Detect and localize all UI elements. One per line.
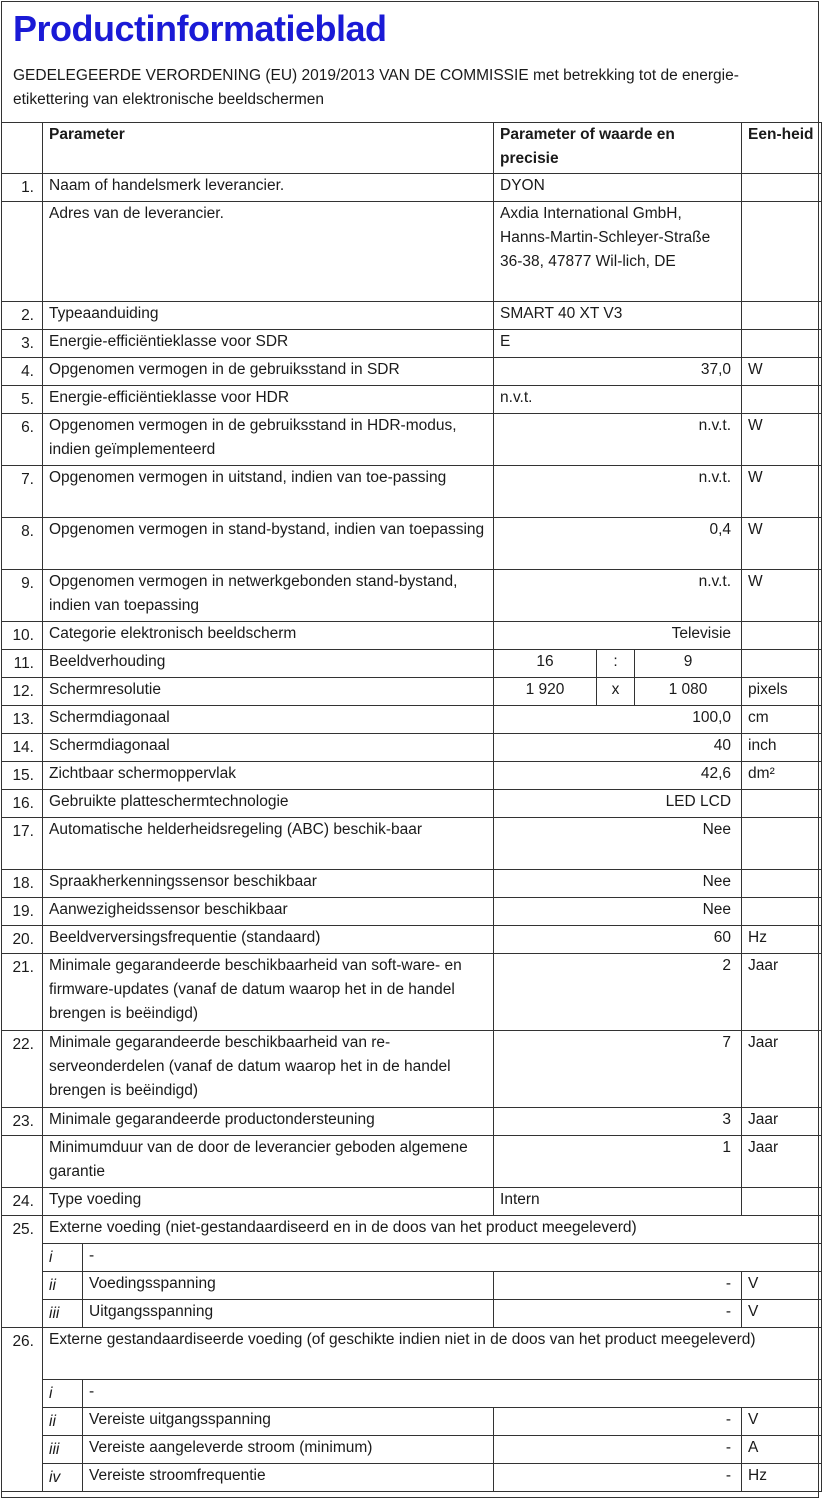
row-number: 12. <box>2 678 43 706</box>
row-label: Externe gestandaardiseerde voeding (of geschikte indien niet in de doos van het product meegeleverd) <box>43 1328 822 1380</box>
row-value: 1 <box>494 1136 742 1188</box>
row-unit <box>742 202 822 302</box>
table-row <box>2 358 822 386</box>
row-number: 9. <box>2 570 43 622</box>
row-label: Externe voeding (niet-gestandaardiseerd en in de doos van het product meegeleverd) <box>43 1216 822 1244</box>
row-number: 4. <box>2 358 43 386</box>
aspect-ratio-width: 16 <box>494 650 597 678</box>
row-unit: Jaar <box>742 1108 822 1136</box>
sub-row-label: - <box>83 1244 822 1272</box>
row-label: Opgenomen vermogen in de gebruiksstand in HDR-modus, indien geïmplementeerd <box>43 414 494 466</box>
row-unit <box>742 302 822 330</box>
table-row <box>2 1031 822 1108</box>
regulation-subtitle: GEDELEGEERDE VERORDENING (EU) 2019/2013 VAN DE COMMISSIE met betrekking tot de energie-etikettering van elektronische beeldschermen <box>13 67 739 108</box>
table-row <box>2 898 822 926</box>
row-unit: dm² <box>742 762 822 790</box>
sub-row-label: Vereiste uitgangsspanning <box>83 1408 494 1436</box>
row-label: Energie-efficiëntieklasse voor SDR <box>43 330 494 358</box>
table-row <box>2 926 822 954</box>
row-value: E <box>494 330 742 358</box>
sub-row-value: - <box>494 1408 742 1436</box>
row-unit: inch <box>742 734 822 762</box>
row-value: Axdia International GmbH, Hanns-Martin-Schleyer-Straße 36-38, 47877 Wil-lich, DE <box>494 202 742 302</box>
row-value: n.v.t. <box>494 466 742 518</box>
row-number: 23. <box>2 1108 43 1136</box>
page-title: Productinformatieblad <box>13 8 387 49</box>
row-label: Categorie elektronisch beeldscherm <box>43 622 494 650</box>
resolution-separator: x <box>597 678 635 706</box>
row-value: Televisie <box>494 622 742 650</box>
row-number <box>2 1136 43 1188</box>
header-parameter: Parameter <box>43 123 494 174</box>
row-label: Gebruikte platteschermtechnologie <box>43 790 494 818</box>
sub-row-unit: V <box>742 1408 822 1436</box>
row-label: Beeldverversingsfrequentie (standaard) <box>43 926 494 954</box>
sub-row-value: - <box>494 1464 742 1492</box>
row-value: LED LCD <box>494 790 742 818</box>
sub-row-index: i <box>43 1380 83 1408</box>
row-number: 13. <box>2 706 43 734</box>
row-number: 11. <box>2 650 43 678</box>
table-row <box>2 954 822 1031</box>
row-value: 3 <box>494 1108 742 1136</box>
row-number: 15. <box>2 762 43 790</box>
row-unit: W <box>742 466 822 518</box>
product-info-table <box>1 122 822 1492</box>
header-value: Parameter of waarde en precisie <box>494 123 742 174</box>
table-header-row <box>2 123 822 174</box>
sub-row <box>2 1464 822 1492</box>
sub-row-index: iii <box>43 1436 83 1464</box>
row-unit: W <box>742 570 822 622</box>
sub-row-index: iii <box>43 1300 83 1328</box>
table-row <box>2 622 822 650</box>
table-row <box>2 202 822 302</box>
row-number: 17. <box>2 818 43 870</box>
sub-row-label: Uitgangsspanning <box>83 1300 494 1328</box>
table-row <box>2 790 822 818</box>
table-row <box>2 1108 822 1136</box>
row-unit: W <box>742 358 822 386</box>
row-label: Adres van de leverancier. <box>43 202 494 302</box>
row-label: Schermdiagonaal <box>43 706 494 734</box>
row-number: 3. <box>2 330 43 358</box>
sub-row-index: i <box>43 1244 83 1272</box>
sub-row-value: - <box>494 1272 742 1300</box>
row-number: 7. <box>2 466 43 518</box>
row-unit <box>742 1188 822 1216</box>
row-number: 16. <box>2 790 43 818</box>
row-label: Minimale gegarandeerde beschikbaarheid van re-serveonderdelen (vanaf de datum waarop het in de handel brengen is beëindigd) <box>43 1031 494 1108</box>
row-label: Spraakherkenningssensor beschikbaar <box>43 870 494 898</box>
table-row <box>2 174 822 202</box>
row-unit: W <box>742 414 822 466</box>
sub-row-value: - <box>494 1300 742 1328</box>
table-row <box>2 734 822 762</box>
row-label: Opgenomen vermogen in uitstand, indien van toe-passing <box>43 466 494 518</box>
sub-row-label: Voedingsspanning <box>83 1272 494 1300</box>
row-unit <box>742 174 822 202</box>
row-number: 14. <box>2 734 43 762</box>
row-number: 25. <box>2 1216 43 1328</box>
sub-row <box>2 1244 822 1272</box>
row-label: Beeldverhouding <box>43 650 494 678</box>
row-label: Aanwezigheidssensor beschikbaar <box>43 898 494 926</box>
row-unit <box>742 818 822 870</box>
row-value: 42,6 <box>494 762 742 790</box>
row-number: 24. <box>2 1188 43 1216</box>
sub-row-unit: V <box>742 1272 822 1300</box>
row-value: 40 <box>494 734 742 762</box>
row-value: 0,4 <box>494 518 742 570</box>
row-value: n.v.t. <box>494 386 742 414</box>
row-label: Typeaanduiding <box>43 302 494 330</box>
row-unit <box>742 386 822 414</box>
sub-row-value: - <box>494 1436 742 1464</box>
row-unit: Jaar <box>742 1031 822 1108</box>
table-row <box>2 762 822 790</box>
table-row <box>2 386 822 414</box>
row-number: 19. <box>2 898 43 926</box>
sub-row <box>2 1436 822 1464</box>
table-row <box>2 302 822 330</box>
row-number: 5. <box>2 386 43 414</box>
table-row <box>2 678 822 706</box>
product-info-sheet <box>1 1 819 1498</box>
row-value: SMART 40 XT V3 <box>494 302 742 330</box>
row-unit <box>742 622 822 650</box>
row-value: 100,0 <box>494 706 742 734</box>
row-unit: Jaar <box>742 954 822 1031</box>
table-row <box>2 466 822 518</box>
row-number: 1. <box>2 174 43 202</box>
row-number: 2. <box>2 302 43 330</box>
row-value: Intern <box>494 1188 742 1216</box>
row-label: Minimumduur van de door de leverancier geboden algemene garantie <box>43 1136 494 1188</box>
row-number: 8. <box>2 518 43 570</box>
table-row <box>2 870 822 898</box>
row-label: Automatische helderheidsregeling (ABC) beschik-baar <box>43 818 494 870</box>
row-unit: Jaar <box>742 1136 822 1188</box>
row-value: Nee <box>494 898 742 926</box>
sub-row-unit: V <box>742 1300 822 1328</box>
sub-row <box>2 1300 822 1328</box>
sub-row-index: iv <box>43 1464 83 1492</box>
sub-row-label: Vereiste stroomfrequentie <box>83 1464 494 1492</box>
row-unit <box>742 330 822 358</box>
sub-row <box>2 1380 822 1408</box>
row-label: Opgenomen vermogen in stand-bystand, indien van toepassing <box>43 518 494 570</box>
row-number: 6. <box>2 414 43 466</box>
row-number <box>2 202 43 302</box>
header-unit: Een-heid <box>742 123 822 174</box>
table-row <box>2 706 822 734</box>
row-number: 10. <box>2 622 43 650</box>
row-value: 37,0 <box>494 358 742 386</box>
sub-row-label: - <box>83 1380 822 1408</box>
row-unit <box>742 650 822 678</box>
table-row <box>2 1188 822 1216</box>
row-unit <box>742 870 822 898</box>
row-unit: cm <box>742 706 822 734</box>
row-label: Opgenomen vermogen in netwerkgebonden stand-bystand, indien van toepassing <box>43 570 494 622</box>
row-value: DYON <box>494 174 742 202</box>
row-unit <box>742 898 822 926</box>
row-label: Schermresolutie <box>43 678 494 706</box>
table-row <box>2 818 822 870</box>
row-value: 2 <box>494 954 742 1031</box>
row-label: Type voeding <box>43 1188 494 1216</box>
aspect-ratio-separator: : <box>597 650 635 678</box>
row-number: 18. <box>2 870 43 898</box>
row-value: n.v.t. <box>494 414 742 466</box>
sub-row <box>2 1408 822 1436</box>
table-row <box>2 650 822 678</box>
row-unit: pixels <box>742 678 822 706</box>
row-number: 26. <box>2 1328 43 1492</box>
row-unit: Hz <box>742 926 822 954</box>
row-label: Schermdiagonaal <box>43 734 494 762</box>
row-label: Minimale gegarandeerde productondersteuning <box>43 1108 494 1136</box>
resolution-height: 1 080 <box>635 678 742 706</box>
row-number: 21. <box>2 954 43 1031</box>
table-row <box>2 1136 822 1188</box>
sub-row-unit: Hz <box>742 1464 822 1492</box>
row-value: 7 <box>494 1031 742 1108</box>
row-number: 22. <box>2 1031 43 1108</box>
table-row <box>2 1216 822 1244</box>
row-label: Minimale gegarandeerde beschikbaarheid van soft-ware- en firmware-updates (vanaf de datum waarop het in de handel brengen is beëindigd) <box>43 954 494 1031</box>
table-row <box>2 570 822 622</box>
row-label: Energie-efficiëntieklasse voor HDR <box>43 386 494 414</box>
sub-row-index: ii <box>43 1408 83 1436</box>
row-label: Zichtbaar schermoppervlak <box>43 762 494 790</box>
sub-row <box>2 1272 822 1300</box>
resolution-width: 1 920 <box>494 678 597 706</box>
row-unit <box>742 790 822 818</box>
table-row <box>2 1328 822 1380</box>
sub-row-unit: A <box>742 1436 822 1464</box>
row-value: Nee <box>494 818 742 870</box>
sub-row-label: Vereiste aangeleverde stroom (minimum) <box>83 1436 494 1464</box>
row-value: 60 <box>494 926 742 954</box>
table-row <box>2 330 822 358</box>
row-value: n.v.t. <box>494 570 742 622</box>
aspect-ratio-height: 9 <box>635 650 742 678</box>
table-row <box>2 414 822 466</box>
table-row <box>2 518 822 570</box>
row-number: 20. <box>2 926 43 954</box>
row-label: Naam of handelsmerk leverancier. <box>43 174 494 202</box>
sub-row-index: ii <box>43 1272 83 1300</box>
row-label: Opgenomen vermogen in de gebruiksstand in SDR <box>43 358 494 386</box>
row-value: Nee <box>494 870 742 898</box>
row-unit: W <box>742 518 822 570</box>
